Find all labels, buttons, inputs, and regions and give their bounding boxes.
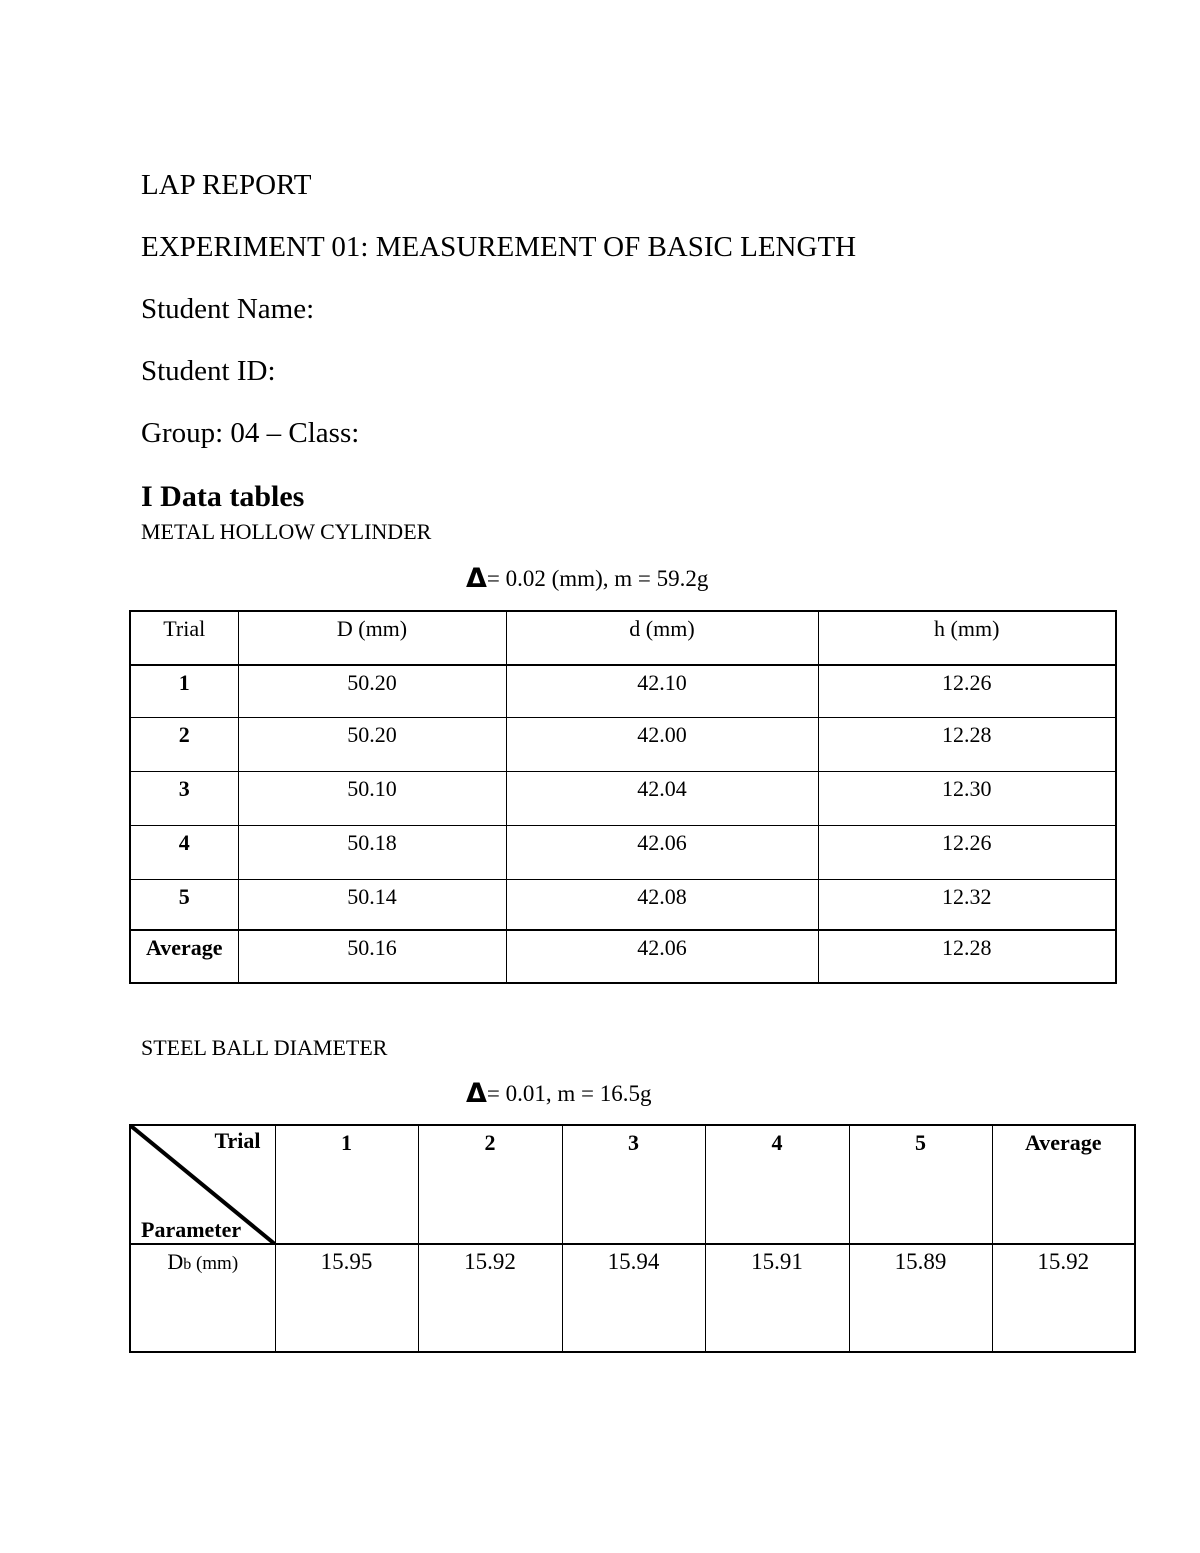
trial-cell: 5 [130, 879, 238, 930]
average-cell: 42.06 [506, 930, 818, 983]
ball-table [129, 1124, 1136, 1353]
data-cell: 50.18 [238, 825, 506, 879]
corner-trial-label: Trial [214, 1128, 261, 1153]
trial-cell: 3 [130, 771, 238, 825]
header-cell: h (mm) [818, 611, 1116, 665]
delta-symbol: Δ [466, 1078, 487, 1109]
header-cell: Trial [130, 611, 238, 665]
data-cell: 42.00 [506, 717, 818, 771]
data-cell: 15.95 [275, 1244, 418, 1352]
data-cell: 12.26 [818, 665, 1116, 717]
header-cell: D (mm) [238, 611, 506, 665]
average-cell: 50.16 [238, 930, 506, 983]
header-cell: 3 [562, 1125, 705, 1244]
diagonal-header-cell [130, 1125, 275, 1244]
average-cell: 15.92 [992, 1244, 1135, 1352]
trial-cell: 2 [130, 717, 238, 771]
table-row [130, 665, 1116, 717]
ball-header-row [130, 1125, 1135, 1244]
table-row [130, 771, 1116, 825]
table-row [130, 717, 1116, 771]
experiment-title: EXPERIMENT 01: MEASUREMENT OF BASIC LENGTH [141, 231, 857, 263]
delta-symbol: Δ [466, 563, 487, 594]
data-cell: 42.04 [506, 771, 818, 825]
group-class-label: Group: 04 – Class: [141, 417, 360, 449]
data-cell: 50.20 [238, 665, 506, 717]
header-cell: 5 [849, 1125, 992, 1244]
table-row [130, 879, 1116, 930]
header-cell: 4 [705, 1125, 849, 1244]
header-cell: 1 [275, 1125, 418, 1244]
data-cell: 12.32 [818, 879, 1116, 930]
ball-formula-text: = 0.01, m = 16.5g [486, 1081, 652, 1106]
section-title: I Data tables [141, 480, 305, 513]
cylinder-table [129, 610, 1117, 984]
cylinder-formula [466, 564, 708, 594]
header-cell: d (mm) [506, 611, 818, 665]
student-id-label: Student ID: [141, 355, 276, 387]
ball-formula [466, 1079, 652, 1109]
data-cell: 12.30 [818, 771, 1116, 825]
parameter-unit: (mm) [191, 1253, 239, 1274]
data-cell: 15.92 [418, 1244, 562, 1352]
parameter-symbol: D [167, 1249, 184, 1274]
ball-title: STEEL BALL DIAMETER [141, 1035, 388, 1060]
cylinder-header-row [130, 611, 1116, 665]
data-cell: 42.06 [506, 825, 818, 879]
parameter-subscript: b [183, 1256, 192, 1273]
average-label: Average [130, 930, 238, 983]
average-row [130, 930, 1116, 983]
data-cell: 15.89 [849, 1244, 992, 1352]
data-cell: 42.10 [506, 665, 818, 717]
corner-parameter-label: Parameter [141, 1217, 242, 1242]
data-cell: 15.94 [562, 1244, 705, 1352]
cylinder-title: METAL HOLLOW CYLINDER [141, 519, 432, 544]
data-cell: 50.14 [238, 879, 506, 930]
data-cell: 12.26 [818, 825, 1116, 879]
header-cell: Average [992, 1125, 1135, 1244]
trial-cell: 1 [130, 665, 238, 717]
data-cell: 50.10 [238, 771, 506, 825]
data-cell: 50.20 [238, 717, 506, 771]
header-cell: 2 [418, 1125, 562, 1244]
student-name-label: Student Name: [141, 293, 315, 325]
table-row [130, 825, 1116, 879]
cylinder-formula-text: = 0.02 (mm), m = 59.2g [486, 566, 709, 591]
data-cell: 12.28 [818, 717, 1116, 771]
table-row [130, 1244, 1135, 1352]
data-cell: 42.08 [506, 879, 818, 930]
report-title: LAP REPORT [141, 169, 312, 201]
data-cell: 15.91 [705, 1244, 849, 1352]
average-cell: 12.28 [818, 930, 1116, 983]
parameter-cell [130, 1244, 275, 1352]
trial-cell: 4 [130, 825, 238, 879]
